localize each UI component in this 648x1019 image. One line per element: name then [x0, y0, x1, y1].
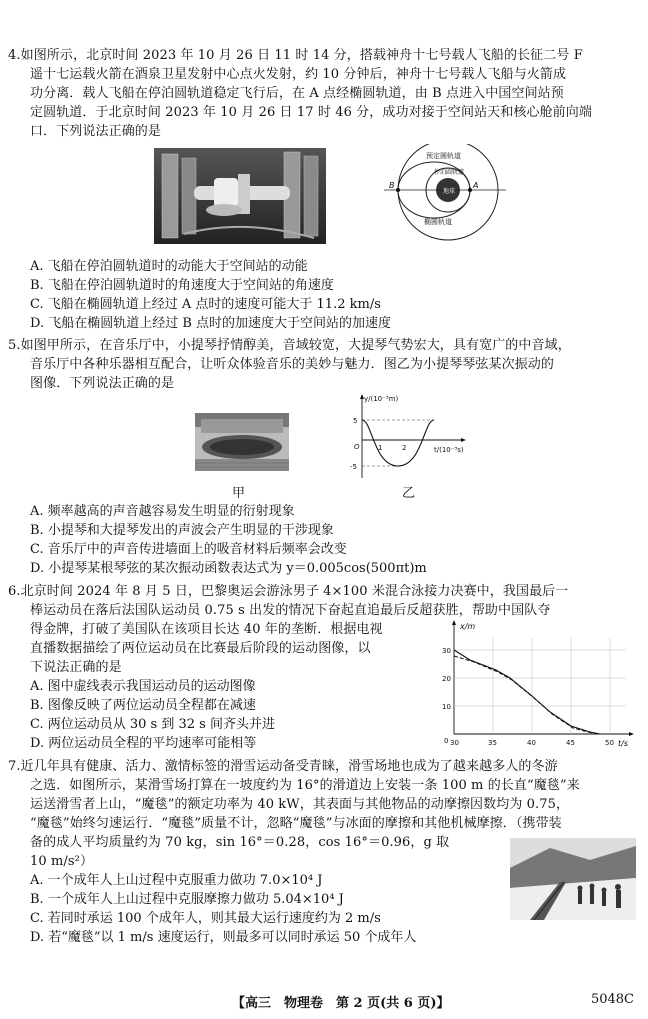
concert-hall-photo: [195, 413, 289, 471]
q4-option-a[interactable]: A. 飞船在停泊圆轨道时的动能大于空间站的动能: [30, 259, 308, 274]
page-footer: [0, 992, 648, 1012]
graph-ylabel: y/(10⁻³m): [364, 395, 399, 403]
vibration-graph: [348, 392, 468, 482]
q5-options: [30, 502, 630, 578]
solid-line: [454, 650, 600, 734]
q4-line: 定圆轨道．于北京时间 2023 年 10 月 26 日 17 时 46 分，成功对接于空间站天和核心舱前向端: [30, 105, 592, 120]
q6-option-d[interactable]: D. 两位运动员全程的平均速率可能相等: [30, 736, 257, 751]
q4-line: 4.如图所示，北京时间 2023 年 10 月 26 日 11 时 14 分，搭载神舟十七号载人飞船的长征二号 F: [8, 48, 583, 63]
q6-line: 得金牌，打破了美国队在该项目长达 40 年的垄断．根据电视: [30, 622, 383, 637]
ellipse-orbit-label: 椭圆轨道: [424, 218, 452, 226]
point-b-label: B: [389, 181, 395, 190]
xtick: 35: [488, 739, 497, 747]
xtick: 45: [566, 739, 575, 747]
q5-option-d[interactable]: D. 小提琴某根琴弦的某次振动函数表达式为 y＝0.005cos(500πt)m: [30, 561, 427, 576]
q5-line: 图像．下列说法正确的是: [30, 376, 175, 391]
xtick: 30: [450, 739, 459, 747]
q7-line: 备的成人平均质量约为 70 kg，sin 16°＝0.28，cos 16°＝0.96，g 取: [30, 835, 450, 850]
fig-jia-label: 甲: [232, 486, 246, 501]
point-a-label: A: [473, 181, 479, 190]
graph-xlabel: t/(10⁻³s): [434, 446, 464, 454]
q4-option-c[interactable]: C. 飞船在椭圆轨道上经过 A 点时的速度可能大于 11.2 km/s: [30, 297, 381, 312]
q7-option-c[interactable]: C. 若同时承运 100 个成年人，则其最大运行速度约为 2 m/s: [30, 911, 381, 926]
q7-line: “魔毯”始终匀速运行．“魔毯”质量不计，忽略“魔毯”与冰面的摩擦和其他机械摩擦．（携带装: [30, 816, 562, 831]
xtick-2: 2: [402, 444, 407, 452]
q7-option-a[interactable]: A. 一个成年人上山过程中克服重力做功 7.0×10⁴ J: [30, 873, 323, 888]
graph-ylabel: x/m: [460, 622, 476, 631]
q7-line: 运送滑雪者上山，“魔毯”的额定功率为 40 kW，其表面与其他物品的动摩擦因数均为 0.75，: [30, 797, 570, 812]
vibration-curve: [362, 420, 434, 466]
question-5-stem: [8, 336, 638, 393]
ytick-top: 5: [353, 417, 358, 425]
orbit-diagram: [380, 144, 510, 252]
swim-graph: [440, 618, 636, 750]
xtick-1: 1: [378, 444, 383, 452]
fig-yi-label: 乙: [402, 486, 416, 501]
q4-line: 遥十七运载火箭在酒泉卫星发射中心点火发射，约 10 分钟后，神舟十七号载人飞船与火箭成: [30, 67, 567, 82]
q7-option-b[interactable]: B. 一个成年人上山过程中克服摩擦力做功 5.04×10⁴ J: [30, 892, 344, 907]
space-station-photo: [154, 148, 326, 244]
q7-line: 之选．如图所示，某滑雪场打算在一坡度约为 16°的滑道边上安装一条 100 m 的长直“魔毯”来: [30, 778, 580, 793]
ytick-bottom: -5: [350, 463, 357, 471]
xtick: 50: [605, 739, 614, 747]
dashed-line: [454, 656, 598, 734]
q5-line: 5.如图甲所示，在音乐厅中，小提琴抒情醇美，音域较宽，大提琴气势宏大，具有宽广的中音域，: [8, 338, 571, 353]
footer-page-info: 【高三 物理卷 第 2 页(共 6 页)】: [232, 996, 450, 1011]
earth-label: 地球: [443, 188, 456, 195]
ytick: 20: [442, 675, 451, 683]
footer-code: 5048C: [590, 992, 634, 1007]
q6-option-b[interactable]: B. 图像反映了两位运动员全程都在减速: [30, 698, 256, 713]
q5-option-c[interactable]: C. 音乐厅中的声音传进墙面上的吸音材料后频率会改变: [30, 542, 347, 557]
ytick: 10: [442, 703, 451, 711]
q6-line: 下说法正确的是: [30, 660, 122, 675]
outer-orbit-label: 预定圆轨道: [426, 152, 461, 160]
xtick: 40: [527, 739, 536, 747]
q7-line: 10 m/s²）: [30, 854, 94, 869]
q5-line: 音乐厅中各种乐器相互配合，让听众体验音乐的美妙与魅力．图乙为小提琴琴弦某次振动的: [30, 357, 555, 372]
q6-line: 直播数据描绘了两位运动员在比赛最后阶段的运动图像，以: [30, 641, 371, 656]
q4-option-d[interactable]: D. 飞船在椭圆轨道上经过 B 点时的加速度大于空间站的加速度: [30, 316, 392, 331]
graph-xlabel: t/s: [618, 739, 628, 748]
q4-line: 功分离．载人飞船在停泊圆轨道稳定飞行后，在 A 点经椭圆轨道，由 B 点进入中国空间站预: [30, 86, 564, 101]
q4-line: 口．下列说法正确的是: [30, 124, 162, 139]
inner-orbit-label: 停泊圆轨道: [434, 169, 465, 176]
question-4-stem: [8, 46, 638, 141]
origin-label: 0: [444, 737, 449, 745]
origin-label: O: [354, 443, 360, 451]
q4-option-b[interactable]: B. 飞船在停泊圆轨道时的角速度大于空间站的角速度: [30, 278, 334, 293]
q4-options: [30, 257, 630, 333]
q6-line: 6.北京时间 2024 年 8 月 5 日，巴黎奥运会游泳男子 4×100 米混合泳接力决赛中，我国最后一: [8, 584, 569, 599]
q7-options: [30, 871, 630, 947]
q7-option-d[interactable]: D. 若“魔毯”以 1 m/s 速度运行，则最多可以同时承运 50 个成年人: [30, 930, 417, 945]
q7-line: 7.近几年具有健康、活力、激情标签的滑雪运动备受青睐，滑雪场地也成为了越来越多人的冬游: [8, 759, 558, 774]
q6-option-a[interactable]: A. 图中虚线表示我国运动员的运动图像: [30, 679, 256, 694]
q6-option-c[interactable]: C. 两位运动员从 30 s 到 32 s 间齐头并进: [30, 717, 275, 732]
ytick: 30: [442, 647, 451, 655]
q5-option-b[interactable]: B. 小提琴和大提琴发出的声波会产生明显的干涉现象: [30, 523, 334, 538]
q5-option-a[interactable]: A. 频率越高的声音越容易发生明显的衍射现象: [30, 504, 295, 519]
q6-line: 棒运动员在落后法国队运动员 0.75 s 出发的情况下奋起直追最后反超获胜，帮助中国队夺: [30, 603, 551, 618]
